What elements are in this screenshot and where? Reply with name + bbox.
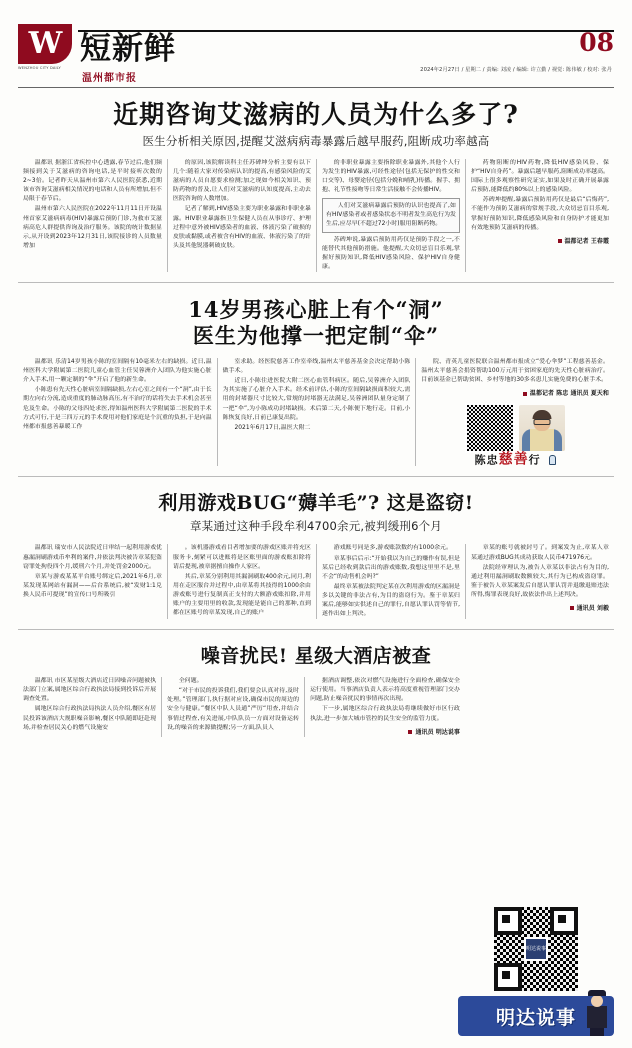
article-1-column-1 bbox=[18, 159, 167, 272]
glasses-icon bbox=[534, 419, 551, 425]
byline-bullet-icon bbox=[558, 239, 562, 243]
paragraph: 法院经审理认为,被告人章某以非法占有为目的,通过利用漏洞刷取数额较大,其行为已构成盗窃罪。鉴于被告人章某案发后自愿认罪认罚并退缴退赔违法所得,悔罪表现良好,故依法作出上述判决。 bbox=[471, 564, 609, 598]
qr-code-icon[interactable] bbox=[465, 403, 515, 453]
callout-text: 人们对艾滋病暴露后预防的认识也提高了,如有HIV感染者或者感染状态不明者发生高危行为发生后,应尽早(不超过72小时)服用阻断药物。 bbox=[326, 202, 456, 228]
qr-finder-top-right bbox=[550, 907, 578, 935]
article-3-column-2 bbox=[167, 544, 316, 619]
article-4-headline: 噪音扰民! 星级大酒店被查 bbox=[200, 645, 432, 668]
qr-code-icon-large[interactable] bbox=[494, 907, 578, 991]
paragraph: 其后,章某分别利用其漏洞刷取400余元,同月,利用在走区服台并过程中,由章某将其技得的1000余由游戏账号进行复制真正支付的大额游戏账扣除,并用账户的主要用里的收款,发现能是能自己的那种,直到都在区账号的章某发现,自己的账户 bbox=[173, 573, 311, 617]
paragraph: 全问题。 bbox=[178, 678, 203, 685]
paragraph: “对于市民的投诉我们,我们要会认真对待,及时处理。”管理部门,执行据对应设,确保市民的周边的安全与健康。”餐区中队人员通”严厉“用查,并结合事情过程查,有关进展,中队队员一方面对设备运转设,的噪音的来源做提醒;另一方面,队员人 bbox=[167, 688, 300, 731]
paragraph: 药物阻断的HIV药物,降低HIV感染风险、保护“HIV自身药”。暴露后越早服药,阻断成功率越高。国际上很多观察性研究证实,如果及时正确开展暴露后预防,能降低约80%以上的感染风险。 bbox=[471, 160, 609, 194]
charity-name-suffix: 行 bbox=[528, 453, 541, 467]
article-3-column-4 bbox=[465, 544, 614, 619]
mascot-face bbox=[591, 995, 603, 1007]
paragraph: 的原因,该院解读科主任苏碑坤分析主要有以下几个:随着大家对传染病认识的提高,有感染风险的艾滋病的人员自愿要求检测;加之现如今相关知识、预防药物的普及,让人们对艾滋病的认知度提高,主动去医院咨询的人数增加。 bbox=[173, 160, 311, 203]
byline-bullet-icon bbox=[570, 606, 574, 610]
article-3-column-3 bbox=[316, 544, 465, 619]
article-4-column-2 bbox=[161, 677, 304, 737]
paragraph: 温州市第六人民医院在2022年11月11日开设温州首家艾滋病病毒(HIV)暴露后预防门诊,为救市艾滋病高危人群提供咨询及治疗服务。该院的统计数据显示,从开设到2023年12月31日,该院接诊的人员数量增加 bbox=[23, 206, 162, 249]
article-game-bug-theft bbox=[18, 491, 614, 630]
paragraph: 属地区综合行政执法局执法人员介绍,餐区有居民投诉该酒店大规职噪音影响,餐区中队随即赶赴现场,并检查居民关心的燃气设施安 bbox=[23, 706, 157, 731]
article-4-column-3 bbox=[304, 677, 465, 737]
article-3-column-1 bbox=[18, 544, 167, 619]
charity-logotype bbox=[421, 451, 609, 468]
article-4-byline: 通讯员 明达说事 bbox=[310, 728, 460, 737]
paragraph: 温都讯 市区某星级大酒店近日因噪音问题被执法部门立案,属地区综合行政执法局接到投诉后开展调查处置。 bbox=[23, 678, 157, 703]
article-3-subhead: 章某通过这种手段牟利4700余元,被判缓刑6个月 bbox=[189, 519, 443, 534]
charity-name-prefix: 陈忠 bbox=[474, 453, 499, 467]
article-1-column-2 bbox=[167, 159, 316, 272]
paragraph: 院、青英儿童医院联合温州都市报成立“爱心伞梦”工程慈善基金。温州太平慈善会捐资帮助100万元用于贫困家庭的先天性心脏病治疗。目前该基金已帮助贫困、乡村等地的30多名患儿实施免费的心脏手术。 bbox=[421, 359, 609, 384]
paragraph: 温都讯 瑞安市人民法院近日审结一起利用游戏优惠漏洞刷游戏币牟利的案件,并依法判决被告章某犯盗窃罪处拘役四个月,缓刑六个月,并处罚金2000元。 bbox=[23, 545, 162, 570]
article-2-divider bbox=[18, 476, 614, 477]
paragraph: 。该机器游戏看目者增加要的游戏区账并将充区服务卡,刻紧可以进账将是区账里面的游戏账扣除将请后提现,被章据擅自操作人家区。 bbox=[173, 545, 311, 570]
logo-mark-icon bbox=[18, 24, 72, 64]
masthead-subtitle: 温州都市报 bbox=[82, 73, 137, 84]
article-1-byline: 温都记者 王春霞 bbox=[471, 237, 609, 246]
article-heart-hole-boy bbox=[18, 297, 614, 477]
paragraph: 据酒店调整,依次对燃气设施进行全面检查,确保安全运行使用。当事酒店负责人表示将高度重视管理部门交办问题,防止噪音扰民的事情再次出现。 bbox=[310, 678, 460, 703]
police-cap-icon bbox=[588, 990, 606, 996]
portrait-vest bbox=[530, 429, 554, 451]
qr-finder-bottom-left bbox=[494, 963, 522, 991]
paragraph: 的非职业暴露主要指除职业暴露外,其他个人行为发生的HIV暴露,可经性途径(包括无保护的性交和口交等)、母婴途径(包括分娩和哺乳)传播。握手、拥抱、礼节性接吻等日常生活接触不会传播HIV。 bbox=[322, 160, 460, 194]
article-hotel-noise bbox=[18, 644, 614, 737]
publication-logo bbox=[18, 24, 72, 70]
article-3-headline: 利用游戏BUG“薅羊毛”? 这是盗窃! bbox=[158, 492, 474, 515]
qr-finder-top-left bbox=[494, 907, 522, 935]
masthead bbox=[18, 24, 614, 86]
article-2-columns bbox=[18, 358, 614, 466]
paragraph: 章某与游戏某某平台账号绑定后,2021年6月,章某发现某网站有漏洞——后台系统后,被“发财1:1兑换人民币可提现”的宣传口号所吸引 bbox=[23, 573, 162, 598]
paragraph: 记者了解到,HIV感染主要为职业暴露和非职业暴露。HIV职业暴露指卫生保健人员在从事诊疗、护理过程中意外被HIV感染者的血液、体液污染了破损的皮肤或黏膜,或者被含有HIV的血液、体液污染了的针头及其他锐器刺破皮肤。 bbox=[173, 206, 311, 249]
portrait-hair bbox=[533, 410, 552, 419]
mingda-banner-text: 明达说事 bbox=[495, 1006, 576, 1029]
paragraph: 最终章某被法院判定某在次利用游戏的区漏洞是多以关键的非法占有,为目的盗窃行为。鉴于章某归案后,能够如实供述自己的罪行,自愿认罪认罚等情节,遂作出如上判决。 bbox=[322, 583, 460, 618]
charity-name-main: 慈善 bbox=[498, 451, 529, 468]
mingda-banner[interactable] bbox=[458, 996, 614, 1036]
article-2-byline: 温都记者 陈忠 通讯员 夏天和 bbox=[421, 389, 609, 398]
charity-promo-figure[interactable] bbox=[421, 403, 609, 466]
paragraph: 近日,小陈住进医院大附二医心血管科病区。随后,吴蓉洲介入团队为其实施了心脏介入手术。经术前评估,小陈的室间隔缺损面积较大,需用的封堵器尺寸比较大,常规的封堵器无法满足,吴蓉洲团队量身定制了一把“伞”,为小陈成功封堵缺损。术后第二天,小陈便下地行走。目前,小陈恢复良好,日前已康复出院。 bbox=[222, 378, 411, 421]
qr-center-label: 明达说事 bbox=[524, 937, 548, 961]
logo-english-text: WENZHOU CITY DAILY bbox=[18, 66, 61, 70]
paragraph: 小陈患有先天性心脏病室间隔缺损,左右心室之间有一个“洞”,由于长期左向右分流,造成重度的肺动脉高压,有不治疗的话将失去手术机会甚至危及生命。小陈的父母四处求医,得知温州医科大学附属第二医院的手术方式可行,于是三四万元的手术费用对他们家庭是个沉重的负担,于是向温州都市报慈善暴暖工作 bbox=[23, 387, 212, 430]
newspaper-page bbox=[0, 24, 632, 1048]
paragraph: 苏碑坤说,暴露后预防用药仅是预防手段之一,不能替代其他预防措施。他提醒,大众切忌盲目乐观,掌握好预防知识,降低HIV感染风险、保护HIV自身健康。 bbox=[322, 236, 460, 270]
paragraph: 温都讯 据浙江省疾控中心透露,春节过后,他们频频接到关于艾滋病的咨询电话,是平时接听次数的2~3倍。记者昨天从温州市第六人民医院获悉,近期该市咨询艾滋病相关情况的电话和人员有所增加,但不局限于春节后。 bbox=[23, 160, 162, 203]
paragraph: 游戏账号同是多,游戏账款数约有1000余元。 bbox=[333, 545, 452, 552]
charity-portrait-photo bbox=[519, 405, 565, 451]
article-3-columns bbox=[18, 544, 614, 619]
mascot-torso bbox=[587, 1006, 607, 1028]
paragraph: 2021年6月17日,温医大附二 bbox=[234, 424, 311, 431]
article-aids-consultation bbox=[18, 100, 614, 283]
article-3-byline: 通讯员 刘毅 bbox=[471, 604, 609, 613]
mascot-legs bbox=[590, 1027, 604, 1036]
article-2-column-2 bbox=[217, 358, 416, 466]
police-officer-mascot-icon bbox=[584, 990, 610, 1036]
article-4-columns bbox=[18, 677, 614, 737]
article-2-column-1 bbox=[18, 358, 217, 466]
article-1-divider bbox=[18, 282, 614, 283]
article-4-figure-column bbox=[465, 677, 614, 737]
byline-bullet-icon bbox=[523, 392, 527, 396]
paragraph: 下一步,属地区综合行政执法局将继续做好市区行政执法,进一步加大城市管控的民生安全的监管力度。 bbox=[310, 706, 460, 722]
page-number: 08 bbox=[579, 28, 614, 57]
article-1-subhead: 医生分析相关原因,提醒艾滋病病毒暴露后越早服药,阻断成功率越高 bbox=[142, 134, 490, 148]
hand-cursor-icon bbox=[547, 455, 556, 466]
article-1-columns bbox=[18, 159, 614, 272]
article-2-column-3 bbox=[415, 358, 614, 466]
paragraph: 苏碑坤提醒,暴露后预防用药仅是最后“后悔药”,不能作为预防艾滋病的常规手段,大众切忌盲目乐观,掌握好预防知识,降低感染风险和自身防护才能更加有效地预防艾滋病的传播。 bbox=[471, 197, 609, 231]
article-1-column-4 bbox=[465, 159, 614, 272]
mingda-promo-figure[interactable] bbox=[458, 907, 614, 1036]
article-1-headline: 近期咨询艾滋病的人员为什么多了? bbox=[113, 100, 519, 129]
byline-bullet-icon bbox=[408, 730, 412, 734]
masthead-dateline: 2024年2月27日 / 星期二 / 责编: 刘凌 / 编辑: 许立勤 / 视觉: 陈伟敏 / 校对: 张丹 bbox=[420, 67, 612, 73]
paragraph: 室求助。经医院慈善工作室牵线,温州太平慈善基金会决定帮助小陈做手术。 bbox=[222, 359, 411, 375]
article-2-headline-line1: 14岁男孩心脏上有个“洞” bbox=[188, 297, 444, 323]
paragraph: 章某的账号就被封号了。到案发为止,章某人章某通过游戏BUG其成功获取人民币471976元。 bbox=[471, 545, 609, 561]
article-1-callout-box bbox=[322, 198, 460, 232]
article-2-headline-line2: 医生为他撑一把定制“伞” bbox=[192, 323, 440, 349]
article-1-column-3 bbox=[316, 159, 465, 272]
logo-letter: W bbox=[28, 26, 62, 61]
masthead-title: 短新鲜 bbox=[80, 31, 176, 67]
paragraph: 温都讯 乐清14岁男孩小陈的室间隔有10毫米左右的缺损。近日,温州医科大学附属第二医院儿童心血管主任吴蓉洲介入团队为他实施心脏介入手术,用一颗定制的“伞”开启了他的新生命。 bbox=[23, 359, 212, 384]
masthead-bottom-rule bbox=[18, 87, 614, 89]
paragraph: 章某事后后示:“开始我以为自己的赚作有误,但是某后已经收到款后出的游戏账数,我想这里里不是,里不会“的动售机会吗?” bbox=[322, 555, 460, 580]
article-3-divider bbox=[18, 629, 614, 630]
article-4-column-1 bbox=[18, 677, 161, 737]
